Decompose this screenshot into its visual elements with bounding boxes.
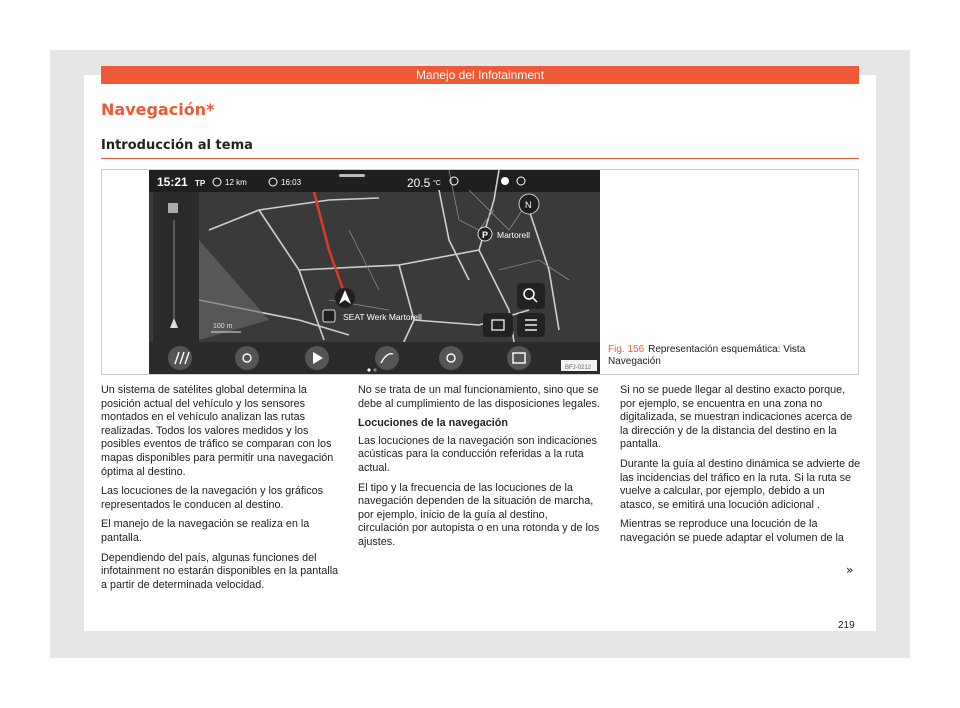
- screen-distance: 12 km: [225, 178, 247, 187]
- paragraph: Si no se puede llegar al destino exacto porque, por ejemplo, se encuentra en una zona no digitalizada, se muestran indicaciones acerca de la dirección y de la distancia del destino en la pantalla.: [620, 384, 853, 451]
- text-column-2: [358, 384, 600, 556]
- continued-marker: »: [846, 563, 854, 577]
- figure-label: Fig. 156: [608, 344, 645, 355]
- navigation-screen-illustration: [149, 170, 600, 374]
- paragraph: El manejo de la navegación se realiza en la pantalla.: [101, 518, 310, 544]
- paragraph: Dependiendo del país, algunas funciones del infotainment no estarán disponibles en la pantalla a partir de determinada velocidad.: [101, 551, 339, 591]
- paragraph: Mientras se reproduce una locución de la navegación se puede adaptar el volumen de la: [620, 518, 844, 544]
- route-options-button: [483, 313, 513, 337]
- page-number: 219: [838, 620, 855, 631]
- status-icon-2: [501, 177, 509, 185]
- settings-button: [235, 346, 259, 370]
- paragraph: El tipo y la frecuencia de las locuciones de la navegación dependen de la situación de marcha, por ejemplo, inicio de la guía al destino, circulación por autopista o en una rotonda y de los ajustes.: [358, 481, 600, 548]
- text-column-3: [620, 384, 862, 552]
- paragraph: Las locuciones de la navegación son indicaciones acústicas para la conducción referidas a la ruta actual.: [358, 434, 597, 474]
- apps-button: [507, 346, 531, 370]
- search-button: [517, 283, 545, 309]
- menu-handle: [339, 174, 365, 177]
- map-scale: 100 m: [213, 323, 233, 330]
- fan-button: [439, 346, 463, 370]
- figure-code: BFJ-0212: [565, 365, 592, 371]
- paragraph: Un sistema de satélites global determina la posición actual del vehículo y los sensores montados en el vehículo analizan las rutas realizadas. Todos los valores medidos y los posibles eventos de tráfico se comparan con los mapas disponibles para permitir una navegación óptima al destino.: [101, 384, 334, 478]
- paragraph: No se trata de un mal funcionamiento, sino que se debe al cumplimiento de las disposiciones legales.: [358, 384, 600, 410]
- section-heading: Locuciones de la navegación: [358, 417, 509, 430]
- paragraph: Las locuciones de la navegación y los gráficos representados le conducen al destino.: [101, 485, 324, 511]
- subtitle-rule: [101, 158, 859, 159]
- screen-time: 15:21: [157, 175, 188, 189]
- text-column-1: [101, 384, 343, 598]
- paragraph: Durante la guía al destino dinámica se advierte de las incidencias del tráfico en la ruta. Si la ruta se vuelve a calcular, por ejemplo, debido a un atasco, se emitirá una locución adicional .: [620, 457, 861, 511]
- page-subtitle: Introducción al tema: [101, 138, 253, 153]
- elevation-panel: [153, 192, 199, 342]
- seat-heating-button: [168, 346, 192, 370]
- page-title: Navegación*: [101, 100, 215, 119]
- svg-text:P: P: [482, 230, 489, 240]
- poi-martorell: Martorell: [497, 230, 531, 240]
- screen-temperature: 20.5: [407, 176, 431, 190]
- screen-temp-unit: °C: [433, 180, 441, 187]
- figure-caption-text: Representación esquemática: Vista Navegación: [608, 344, 806, 367]
- section-header: Manejo del Infotainment: [101, 66, 859, 84]
- phone-button: [375, 346, 399, 370]
- screen-tp: TP: [195, 179, 206, 188]
- poi-seat-icon: [323, 310, 335, 322]
- compass-label: N: [525, 200, 532, 210]
- flag-icon: [168, 203, 178, 213]
- figure-caption: [608, 344, 858, 368]
- poi-seat: SEAT Werk Martorell: [343, 312, 422, 322]
- screen-eta: 16:03: [281, 178, 302, 187]
